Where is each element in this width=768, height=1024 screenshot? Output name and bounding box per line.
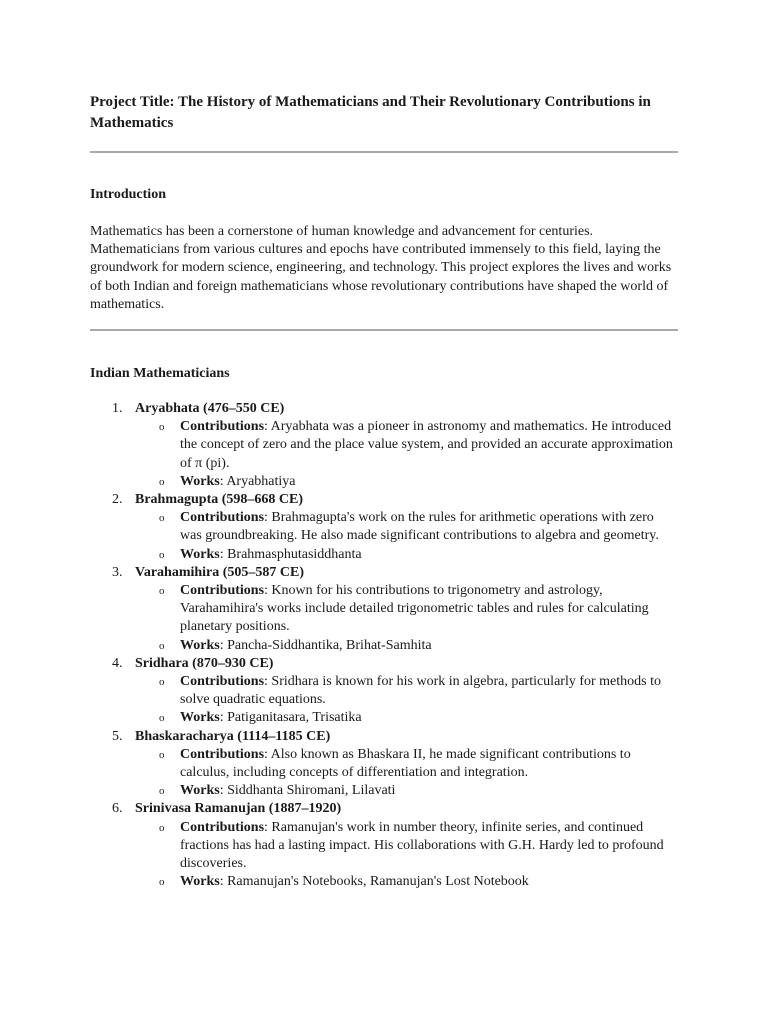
- mathematician-name: Varahamihira (505–587 CE): [135, 564, 305, 580]
- introduction-heading: Introduction: [90, 187, 166, 202]
- introduction-paragraph: Mathematics has been a cornerstone of human knowledge and advancement for centuries. Mathematicians from various cultures and epochs have contributed immensely to this field, laying the groundwork for modern science, engineering, and technology. This project explores the lives and works of both Indian and foreign mathematicians whose revolutionary contributions have shaped the world of mathematics.: [90, 224, 672, 312]
- bullet-icon: o: [159, 821, 165, 834]
- mathematician-name: Brahmagupta (598–668 CE): [135, 492, 304, 508]
- bullet-icon: o: [159, 785, 165, 798]
- page-title: Project Title: The History of Mathematicians and Their Revolutionary Contributions in Mathematics: [90, 94, 651, 131]
- works-label: Works: [180, 783, 220, 799]
- contributions-label: Contributions: [180, 819, 265, 835]
- works-label: Works: [180, 546, 220, 562]
- works-label: Works: [180, 637, 220, 653]
- mathematician-item: [90, 655, 678, 728]
- list-number: 2.: [112, 492, 123, 508]
- document-page: [90, 92, 678, 892]
- detail-list: [135, 418, 678, 491]
- contributions-label: Contributions: [180, 419, 265, 435]
- mathematician-item: [90, 800, 678, 891]
- contributions-label: Contributions: [180, 674, 265, 690]
- contributions-label: Contributions: [180, 510, 265, 526]
- works-label: Works: [180, 874, 220, 890]
- mathematician-item: [90, 728, 678, 801]
- mathematician-name: Aryabhata (476–550 CE): [135, 401, 285, 417]
- mathematician-item: [90, 400, 678, 491]
- detail-list: [135, 819, 678, 892]
- works-text: Aryabhatiya: [226, 473, 296, 489]
- list-number: 1.: [112, 401, 123, 417]
- list-number: 5.: [112, 728, 123, 744]
- contributions-item: o Contributions: Aryabhata was a pioneer in astronomy and mathematics. He introduced the concept of zero and the place value system, and provided an accurate approximation of π (pi).: [159, 419, 673, 471]
- bullet-icon: o: [159, 676, 165, 689]
- works-text: Brahmasphutasiddhanta: [227, 546, 362, 562]
- works-item: o Works: Pancha-Siddhantika, Brihat-Samhita: [135, 637, 678, 655]
- works-item: o Works: Ramanujan's Notebooks, Ramanujan's Lost Notebook: [135, 873, 678, 891]
- detail-list: [135, 673, 678, 728]
- indian-mathematicians-heading: Indian Mathematicians: [90, 366, 230, 382]
- works-text: Patiganitasara, Trisatika: [227, 710, 362, 726]
- contributions-text: Ramanujan's work in number theory, infinite series, and continued fractions has had a lasting impact. His collaborations with G.H. Hardy led to profound discoveries.: [180, 819, 664, 872]
- mathematician-list: [90, 400, 678, 891]
- works-text: Siddhanta Shiromani, Lilavati: [227, 783, 396, 799]
- works-item: o Works: Patiganitasara, Trisatika: [135, 709, 678, 727]
- contributions-item: o Contributions: Also known as Bhaskara II, he made significant contributions to calculus, including concepts of differentiation and integration.: [159, 746, 631, 781]
- contributions-item: o Contributions: Brahmagupta's work on the rules for arithmetic operations with zero was groundbreaking. He also made significant contributions to algebra and geometry.: [159, 510, 659, 544]
- works-label: Works: [180, 473, 220, 489]
- bullet-icon: o: [159, 548, 165, 561]
- contributions-text: Sridhara is known for his work in algebra, particularly for methods to solve quadratic equations.: [180, 674, 661, 708]
- works-item: o Works: Siddhanta Shiromani, Lilavati: [135, 782, 678, 800]
- mathematician-name: Sridhara (870–930 CE): [135, 655, 274, 671]
- works-item: o Works: Brahmasphutasiddhanta: [135, 546, 678, 564]
- contributions-label: Contributions: [180, 583, 265, 599]
- works-item: o Works: Aryabhatiya: [135, 473, 678, 491]
- contributions-text: Aryabhata was a pioneer in astronomy and mathematics. He introduced the concept of zero and the place value system, and provided an accurate approximation of π (pi).: [180, 419, 673, 471]
- contributions-text: Also known as Bhaskara II, he made significant contributions to calculus, including concepts of differentiation and integration.: [180, 746, 631, 781]
- contributions-label: Contributions: [180, 746, 265, 762]
- bullet-icon: o: [159, 712, 165, 725]
- mathematician-item: [90, 564, 678, 655]
- works-text: Pancha-Siddhantika, Brihat-Samhita: [227, 637, 432, 653]
- section-divider: [90, 329, 678, 331]
- bullet-icon: o: [159, 639, 165, 652]
- contributions-item: o Contributions: Sridhara is known for his work in algebra, particularly for methods to solve quadratic equations.: [159, 674, 661, 708]
- bullet-icon: o: [159, 876, 165, 889]
- contributions-text: Known for his contributions to trigonometry and astrology, Varahamihira's works include detailed trigonometric tables and rules for calculating planetary positions.: [180, 583, 649, 635]
- detail-list: [135, 509, 678, 564]
- list-number: 3.: [112, 564, 123, 580]
- contributions-text: Brahmagupta's work on the rules for arithmetic operations with zero was groundbreaking. He also made significant contributions to algebra and geometry.: [180, 510, 659, 544]
- bullet-icon: o: [159, 512, 165, 525]
- contributions-item: o Contributions: Known for his contributions to trigonometry and astrology, Varahamihira's works include detailed trigonometric tables and rules for calculating planetary positions.: [159, 583, 649, 635]
- bullet-icon: o: [159, 585, 165, 598]
- mathematician-name: Bhaskaracharya (1114–1185 CE): [135, 728, 331, 744]
- list-number: 4.: [112, 655, 123, 671]
- section-divider: [90, 151, 678, 153]
- contributions-item: o Contributions: Ramanujan's work in number theory, infinite series, and continued fractions has had a lasting impact. His collaborations with G.H. Hardy led to profound discoveries.: [159, 819, 664, 872]
- works-label: Works: [180, 710, 220, 726]
- detail-list: [135, 746, 678, 801]
- bullet-icon: o: [159, 748, 165, 761]
- list-number: 6.: [112, 801, 123, 817]
- bullet-icon: o: [159, 421, 165, 434]
- mathematician-name: Srinivasa Ramanujan (1887–1920): [135, 801, 342, 817]
- detail-list: [135, 582, 678, 655]
- bullet-icon: o: [159, 475, 165, 488]
- works-text: Ramanujan's Notebooks, Ramanujan's Lost Notebook: [227, 874, 529, 890]
- mathematician-item: [90, 491, 678, 564]
